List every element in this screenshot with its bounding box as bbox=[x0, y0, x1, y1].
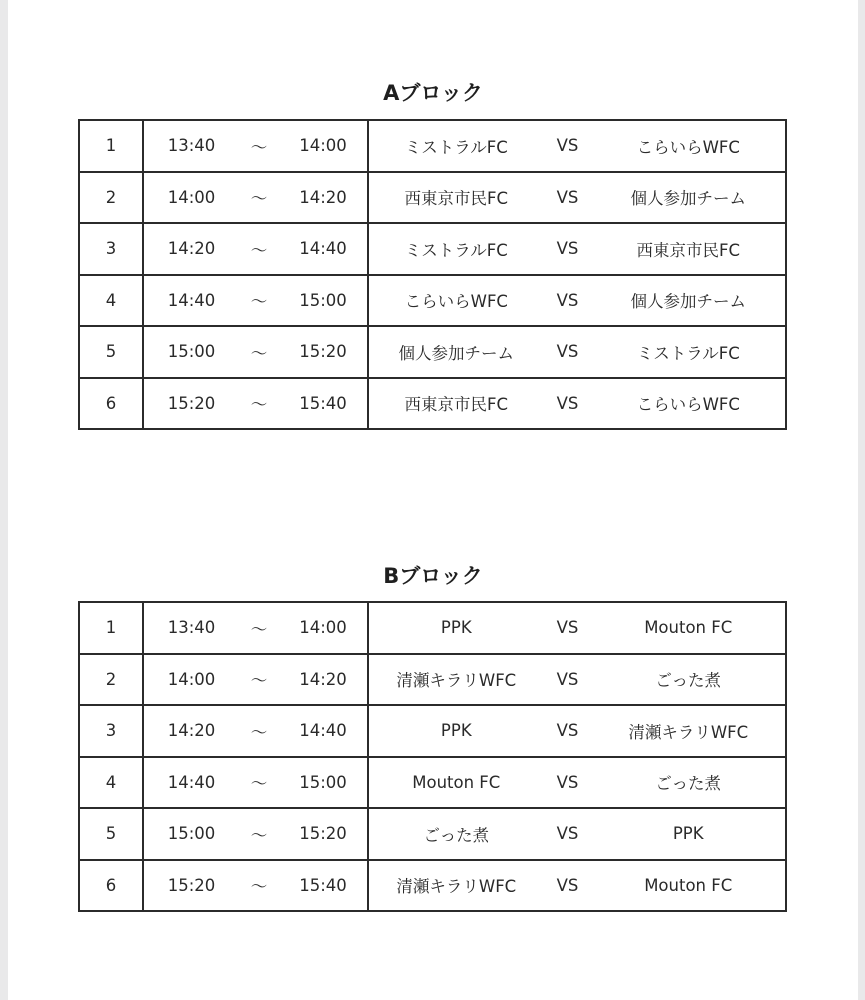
table-row bbox=[79, 172, 786, 224]
time-separator: 〜 bbox=[250, 825, 268, 845]
match-number: 2 bbox=[79, 172, 143, 224]
vs-label: VS bbox=[556, 136, 579, 156]
away-team: ごった煮 bbox=[655, 774, 722, 794]
match-number: 1 bbox=[79, 120, 143, 172]
vs-label: VS bbox=[556, 618, 579, 638]
time-cell bbox=[143, 860, 368, 912]
end-time: 14:40 bbox=[299, 721, 347, 741]
table-row bbox=[79, 705, 786, 757]
matchup-cell bbox=[368, 860, 786, 912]
time-cell bbox=[143, 654, 368, 706]
match-number: 3 bbox=[79, 705, 143, 757]
matchup-cell bbox=[368, 223, 786, 275]
end-time: 14:40 bbox=[299, 239, 347, 259]
end-time: 14:00 bbox=[299, 136, 347, 156]
time-separator: 〜 bbox=[250, 137, 268, 157]
home-team: ごった煮 bbox=[423, 825, 490, 845]
vs-label: VS bbox=[556, 187, 579, 207]
table-row bbox=[79, 223, 786, 275]
start-time: 15:20 bbox=[167, 393, 216, 413]
matchup-cell bbox=[368, 120, 786, 172]
away-team: こらいらWFC bbox=[636, 395, 740, 415]
start-time: 14:00 bbox=[167, 669, 216, 689]
start-time: 15:00 bbox=[167, 824, 216, 844]
table-row bbox=[79, 808, 786, 860]
home-team: 西東京市民FC bbox=[404, 189, 509, 209]
home-team: 西東京市民FC bbox=[404, 395, 509, 415]
time-cell bbox=[143, 326, 368, 378]
table-row bbox=[79, 275, 786, 327]
table-row bbox=[79, 378, 786, 430]
matchup-cell bbox=[368, 326, 786, 378]
home-team: PPK bbox=[440, 721, 472, 741]
block-b-schedule-table bbox=[78, 601, 787, 912]
time-separator: 〜 bbox=[250, 395, 268, 415]
home-team: 個人参加チーム bbox=[398, 343, 515, 363]
match-number: 4 bbox=[79, 275, 143, 327]
end-time: 15:20 bbox=[299, 342, 347, 362]
table-row bbox=[79, 654, 786, 706]
away-team: PPK bbox=[672, 824, 704, 844]
table-row bbox=[79, 326, 786, 378]
time-separator: 〜 bbox=[250, 877, 268, 897]
time-separator: 〜 bbox=[250, 240, 268, 260]
vs-label: VS bbox=[556, 669, 579, 689]
vs-label: VS bbox=[556, 721, 579, 741]
block-b-title: Bブロック bbox=[383, 564, 483, 588]
time-cell bbox=[143, 757, 368, 809]
matchup-cell bbox=[368, 172, 786, 224]
time-separator: 〜 bbox=[250, 343, 268, 363]
matchup-cell bbox=[368, 757, 786, 809]
end-time: 15:40 bbox=[299, 875, 347, 895]
time-separator: 〜 bbox=[250, 774, 268, 794]
end-time: 14:00 bbox=[299, 618, 347, 638]
start-time: 14:40 bbox=[167, 290, 216, 310]
end-time: 15:00 bbox=[299, 290, 347, 310]
start-time: 15:00 bbox=[167, 342, 216, 362]
match-number: 5 bbox=[79, 326, 143, 378]
vs-label: VS bbox=[556, 393, 579, 413]
schedule-page bbox=[8, 0, 858, 1000]
home-team: 清瀬キラリWFC bbox=[396, 671, 517, 691]
time-separator: 〜 bbox=[250, 722, 268, 742]
end-time: 14:20 bbox=[299, 187, 347, 207]
time-separator: 〜 bbox=[250, 619, 268, 639]
match-number: 5 bbox=[79, 808, 143, 860]
end-time: 15:20 bbox=[299, 824, 347, 844]
home-team: PPK bbox=[440, 618, 472, 638]
time-cell bbox=[143, 808, 368, 860]
time-separator: 〜 bbox=[250, 671, 268, 691]
block-a-title: Aブロック bbox=[383, 81, 483, 105]
matchup-cell bbox=[368, 654, 786, 706]
home-team: こらいらWFC bbox=[404, 292, 508, 312]
start-time: 13:40 bbox=[167, 136, 216, 156]
end-time: 14:20 bbox=[299, 669, 347, 689]
home-team: 清瀬キラリWFC bbox=[396, 877, 517, 897]
time-cell bbox=[143, 378, 368, 430]
start-time: 14:40 bbox=[167, 772, 216, 792]
away-team: 清瀬キラリWFC bbox=[628, 722, 749, 742]
away-team: ごった煮 bbox=[655, 671, 722, 691]
away-team: Mouton FC bbox=[644, 618, 733, 638]
matchup-cell bbox=[368, 275, 786, 327]
block-a-schedule-table bbox=[78, 119, 787, 430]
match-number: 3 bbox=[79, 223, 143, 275]
vs-label: VS bbox=[556, 342, 579, 362]
vs-label: VS bbox=[556, 875, 579, 895]
vs-label: VS bbox=[556, 772, 579, 792]
time-cell bbox=[143, 172, 368, 224]
start-time: 14:00 bbox=[167, 187, 216, 207]
time-cell bbox=[143, 705, 368, 757]
start-time: 13:40 bbox=[167, 618, 216, 638]
match-number: 1 bbox=[79, 602, 143, 654]
time-separator: 〜 bbox=[250, 292, 268, 312]
away-team: 個人参加チーム bbox=[630, 189, 746, 209]
home-team: ミストラルFC bbox=[404, 137, 508, 157]
time-cell bbox=[143, 602, 368, 654]
home-team: ミストラルFC bbox=[404, 240, 508, 260]
table-row bbox=[79, 120, 786, 172]
time-cell bbox=[143, 120, 368, 172]
away-team: Mouton FC bbox=[644, 875, 733, 895]
away-team: 西東京市民FC bbox=[636, 240, 740, 260]
matchup-cell bbox=[368, 378, 786, 430]
match-number: 6 bbox=[79, 378, 143, 430]
start-time: 14:20 bbox=[167, 239, 216, 259]
vs-label: VS bbox=[556, 824, 579, 844]
table-row bbox=[79, 602, 786, 654]
start-time: 14:20 bbox=[167, 721, 216, 741]
home-team: Mouton FC bbox=[412, 772, 501, 792]
vs-label: VS bbox=[556, 239, 579, 259]
match-number: 2 bbox=[79, 654, 143, 706]
start-time: 15:20 bbox=[167, 875, 216, 895]
end-time: 15:00 bbox=[299, 772, 347, 792]
time-cell bbox=[143, 275, 368, 327]
table-row bbox=[79, 757, 786, 809]
matchup-cell bbox=[368, 705, 786, 757]
end-time: 15:40 bbox=[299, 393, 347, 413]
vs-label: VS bbox=[556, 290, 579, 310]
matchup-cell bbox=[368, 602, 786, 654]
match-number: 4 bbox=[79, 757, 143, 809]
time-separator: 〜 bbox=[250, 189, 268, 209]
away-team: 個人参加チーム bbox=[630, 292, 746, 312]
away-team: ミストラルFC bbox=[636, 343, 740, 363]
time-cell bbox=[143, 223, 368, 275]
away-team: こらいらWFC bbox=[636, 137, 740, 157]
matchup-cell bbox=[368, 808, 786, 860]
table-row bbox=[79, 860, 786, 912]
match-number: 6 bbox=[79, 860, 143, 912]
